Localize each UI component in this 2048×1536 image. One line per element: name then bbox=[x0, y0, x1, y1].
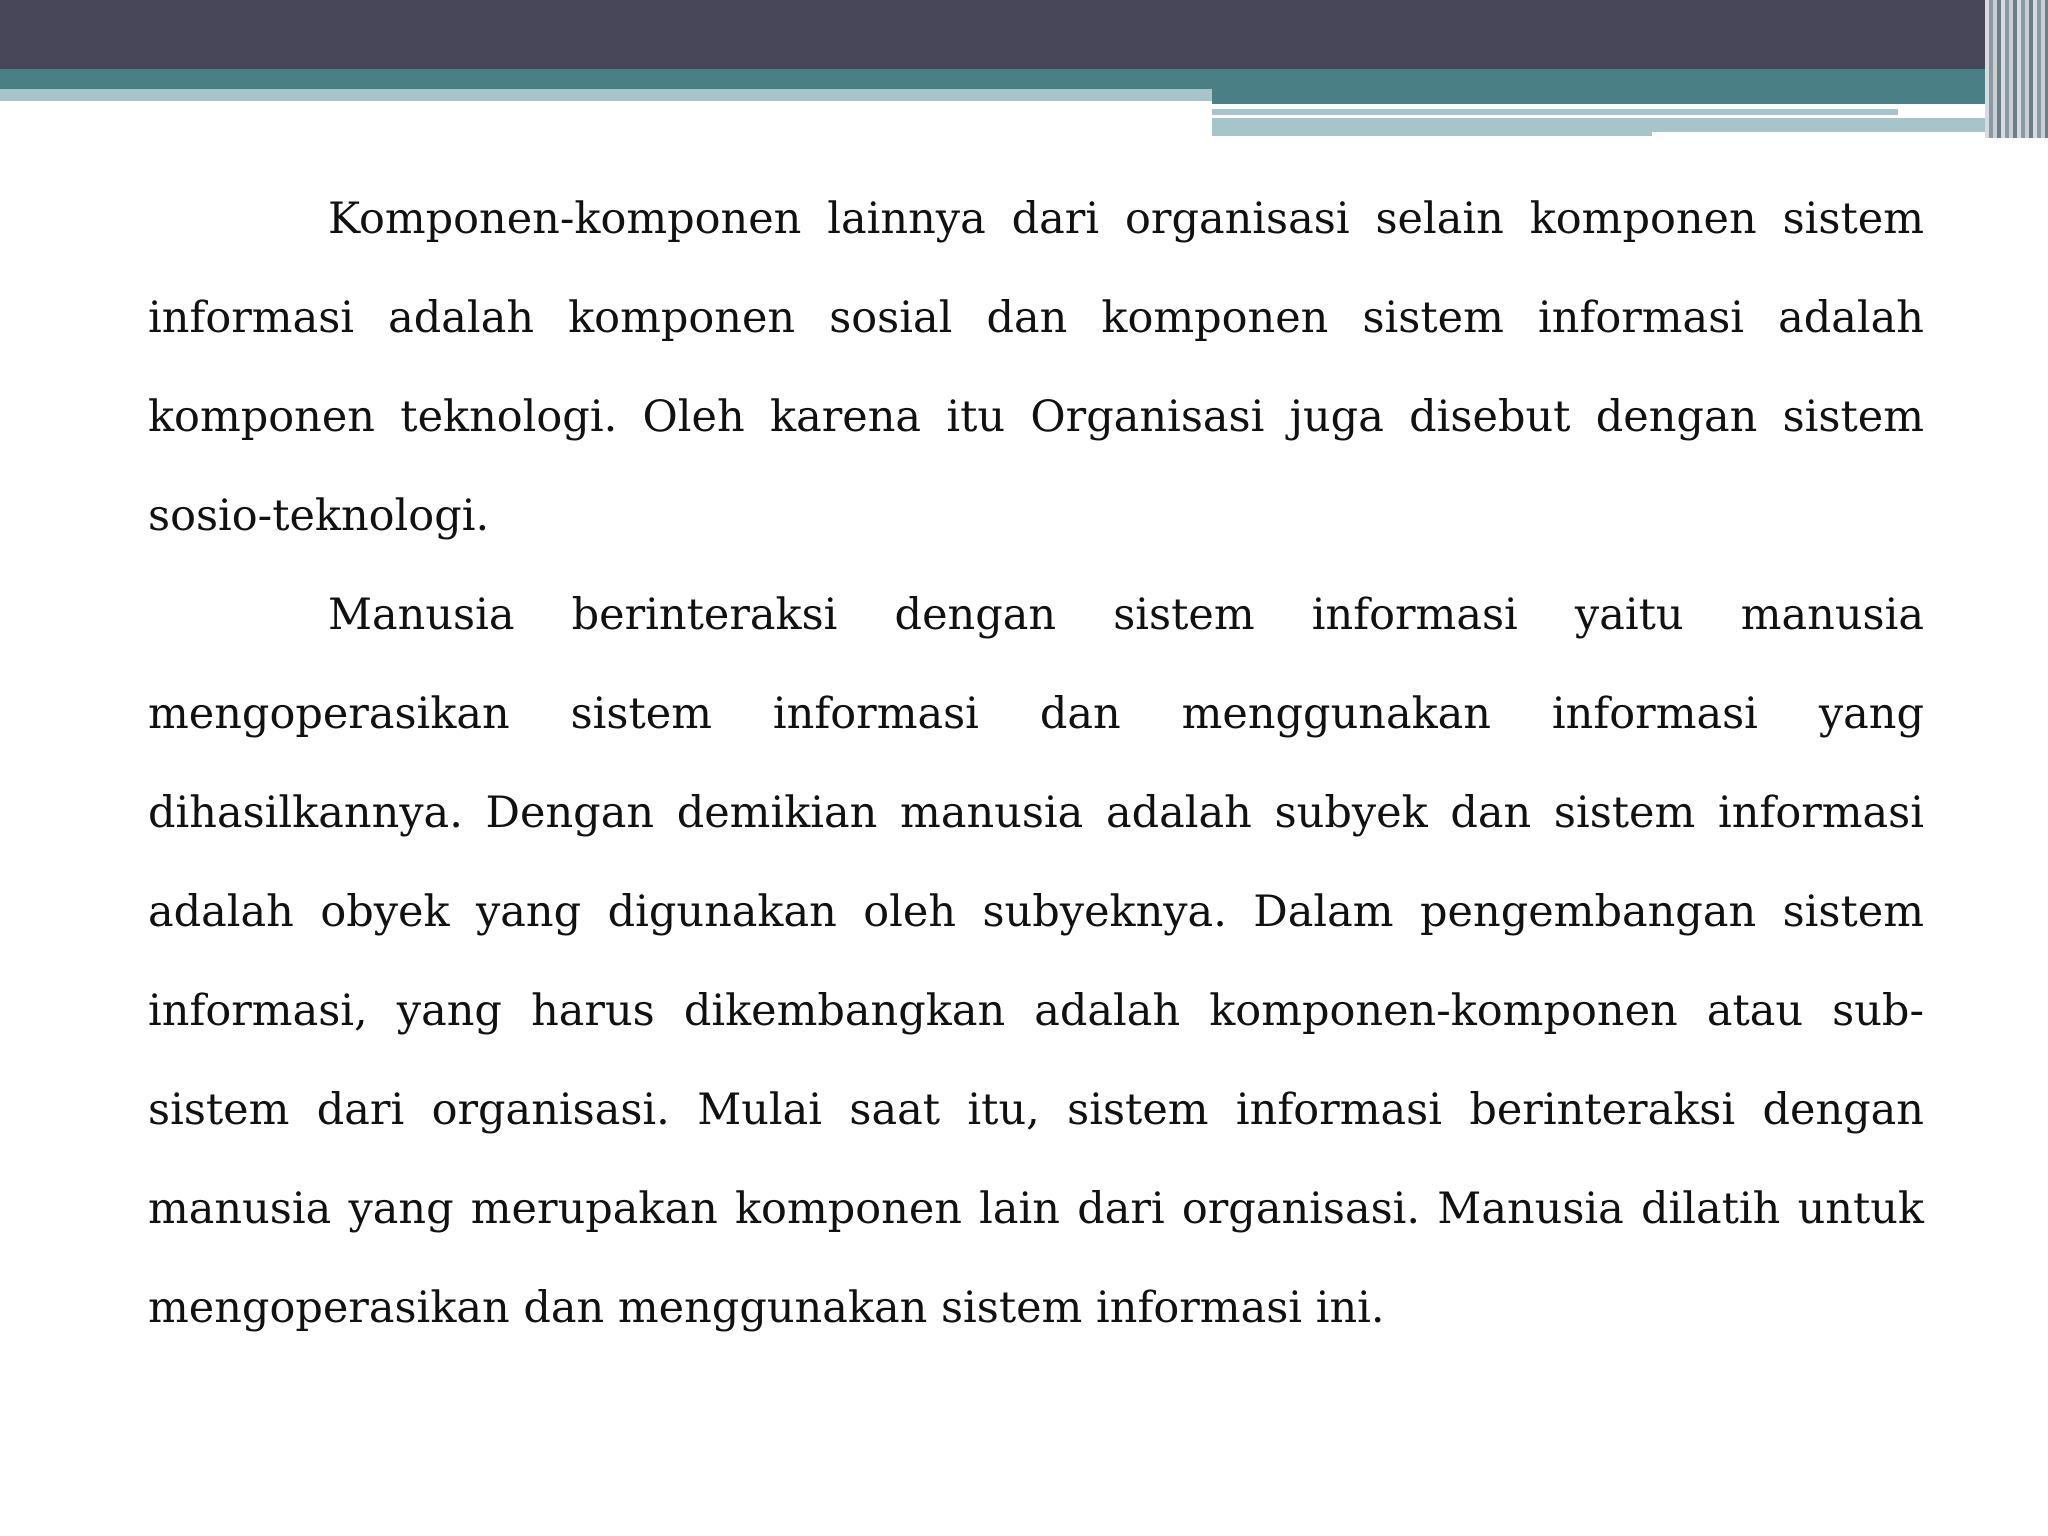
header-dark-band bbox=[0, 0, 2048, 69]
header-stripes-decoration bbox=[1985, 0, 2048, 138]
header-light-strip-right bbox=[1212, 118, 1652, 136]
header-teal-strip-right bbox=[1212, 89, 2048, 104]
header-thin-line bbox=[1212, 109, 1898, 115]
header-light-strip-left bbox=[0, 89, 1212, 101]
paragraph-2: Manusia berinteraksi dengan sistem informasi yaitu manusia mengoperasikan sistem informasi dan menggunakan informasi yang dihasilkannya. Dengan demikian manusia adalah subyek dan sistem informasi adalah obyek yang digunakan oleh subyeknya. Dalam pengembangan sistem informasi, yang harus dikembangkan adalah komponen-komponen atau sub-sistem dari organisasi. Mulai saat itu, sistem informasi berinteraksi dengan manusia yang merupakan komponen lain dari organisasi. Manusia dilatih untuk mengoperasikan dan menggunakan sistem informasi ini. bbox=[148, 590, 1924, 1333]
slide-body bbox=[148, 170, 1924, 1358]
header-teal-band bbox=[0, 69, 2048, 89]
paragraph-1: Komponen-komponen lainnya dari organisasi selain komponen sistem informasi adalah komponen sosial dan komponen sistem informasi adalah komponen teknologi. Oleh karena itu Organisasi juga disebut dengan sistem sosio-teknologi. bbox=[148, 194, 1924, 541]
